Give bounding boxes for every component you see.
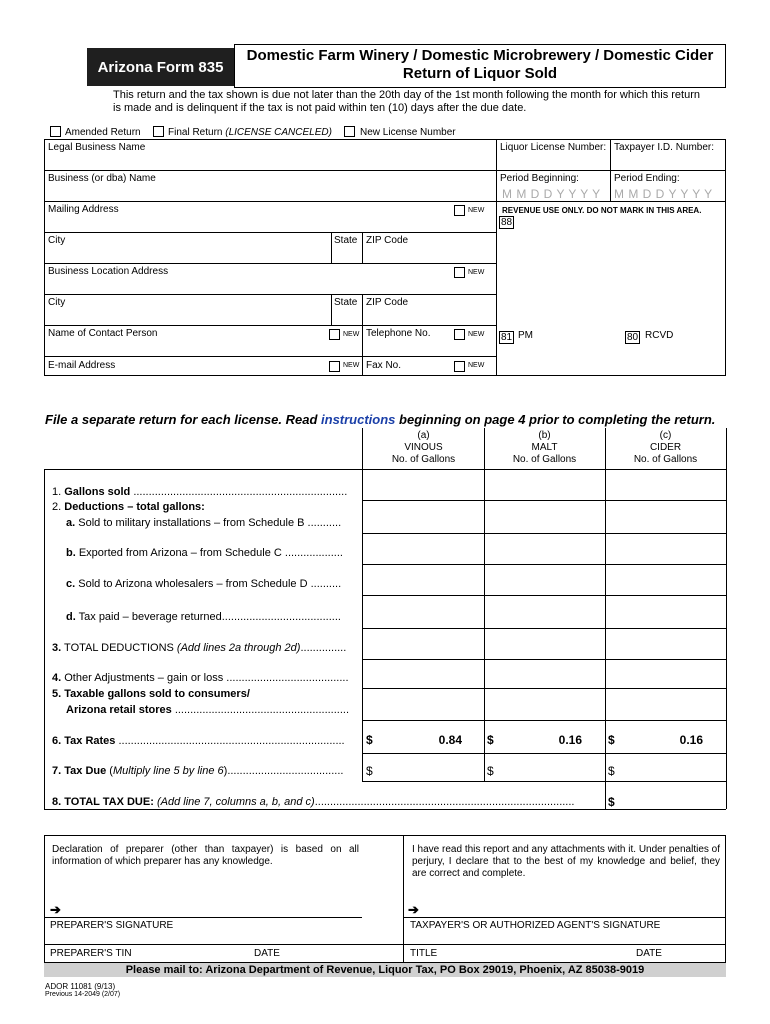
line-7-cider-field[interactable] (606, 754, 726, 781)
rate-malt-currency: $ (487, 733, 494, 747)
rate-vinous-value: 0.84 (438, 733, 462, 747)
line-label: Sold to military installations – from Schedule B ........... (78, 517, 342, 529)
total-tax-due-currency: $ (608, 795, 615, 809)
line-2d (66, 611, 341, 624)
due-notice (113, 89, 733, 115)
leader-dots: ..................................................................................... (314, 796, 575, 808)
line-label: TOTAL DEDUCTIONS (64, 642, 174, 654)
fax-label: Fax No. (366, 360, 402, 371)
contact-new-checkbox[interactable] (329, 329, 340, 340)
email-new-checkbox[interactable] (329, 361, 340, 372)
line-label: Arizona retail stores (66, 704, 172, 716)
period-beginning-mask: M M D D Y Y Y Y (502, 187, 601, 201)
line-7-malt-currency: $ (487, 764, 494, 778)
column-letter: (c) (659, 430, 672, 441)
instructions-link[interactable]: instructions (321, 412, 396, 427)
line-label: Other Adjustments – gain or loss ........................................ (64, 672, 349, 684)
line-2a-vinous-field[interactable] (363, 501, 484, 533)
mailing-address-new-checkbox[interactable] (454, 205, 465, 216)
line-2b-vinous-field[interactable] (363, 534, 484, 564)
legal-business-name-label: Legal Business Name (48, 142, 146, 153)
line-7-malt-field[interactable] (485, 754, 605, 781)
line-number: 1. (52, 486, 62, 498)
line-5-cider-field[interactable] (606, 689, 726, 720)
taxpayer-signature-field[interactable] (420, 900, 720, 916)
line-note-open: ( (106, 765, 113, 777)
final-return-note: (LICENSE CANCELED) (225, 127, 332, 138)
period-ending-label: Period Ending: (614, 173, 680, 184)
taxpayer-id-label: Taxpayer I.D. Number: (614, 142, 715, 153)
preparer-arrow-icon: ➔ (50, 902, 61, 917)
due-notice-line2: is made and is delinquent if the tax is not paid within ten (10) days after the due date. (113, 102, 527, 114)
line-label: Tax Due (64, 765, 107, 777)
code-81-label: 81 (500, 332, 513, 343)
line-2 (52, 501, 205, 514)
line-3-vinous-field[interactable] (363, 629, 484, 659)
column-header-vinous (363, 430, 484, 466)
line-number: d. (66, 611, 76, 623)
line-number: c. (66, 578, 76, 590)
line-number: 4. (52, 672, 62, 684)
preparer-signature-label: PREPARER'S SIGNATURE (50, 920, 174, 931)
instructions-after: beginning on page 4 prior to completing the return. (395, 412, 716, 427)
new-license-label: New License Number (360, 127, 456, 138)
taxpayer-declaration: I have read this report and any attachments with it. Under penalties of perjury, I declare that to the best of my knowledge and belief, they are correct and complete. (412, 844, 720, 879)
city-field[interactable] (45, 233, 331, 263)
line-number: 5. (52, 688, 62, 700)
line-number: 7. (52, 765, 62, 777)
column-letter: (b) (538, 430, 551, 441)
period-ending-mask: M M D D Y Y Y Y (614, 187, 713, 201)
rate-malt-value: 0.16 (558, 733, 582, 747)
email-label: E-mail Address (48, 360, 116, 371)
code-80-label: 80 (626, 332, 639, 343)
contact-new-label: NEW (343, 331, 360, 338)
line-2c-cider-field[interactable] (606, 565, 726, 595)
line-2c-malt-field[interactable] (485, 565, 605, 595)
line-2c (66, 578, 341, 591)
preparer-declaration: Declaration of preparer (other than taxpayer) is based on all information of which preparer has any knowledge. (52, 844, 359, 867)
line-4 (52, 672, 349, 685)
dba-name-label: Business (or dba) Name (48, 173, 156, 184)
zip-label: ZIP Code (366, 235, 409, 246)
line-1 (52, 486, 347, 499)
line-7 (52, 765, 343, 778)
mailing-address-label: Mailing Address (48, 204, 119, 215)
line-1-cider-field[interactable] (606, 470, 726, 500)
line-2a-cider-field[interactable] (606, 501, 726, 533)
final-return-text: Final Return (168, 127, 223, 138)
line-2b-cider-field[interactable] (606, 534, 726, 564)
city2-field[interactable] (45, 295, 331, 325)
leader-dots: .......................................................................... (115, 735, 345, 747)
line-label: Gallons sold (64, 486, 131, 498)
column-letter: (a) (417, 430, 430, 441)
column-name: MALT (531, 442, 558, 453)
line-2d-malt-field[interactable] (485, 596, 605, 628)
rcvd-label: RCVD (645, 330, 674, 341)
final-return-label (168, 127, 332, 139)
telephone-new-checkbox[interactable] (454, 329, 465, 340)
form-id: ADOR 11081 (9/13) (45, 982, 116, 991)
line-number: 2. (52, 501, 62, 513)
liquor-license-label: Liquor License Number: (500, 142, 607, 153)
line-3 (52, 642, 346, 655)
line-number: a. (66, 517, 76, 529)
code-81-box (499, 331, 514, 344)
line-number: 6. (52, 735, 62, 747)
line-7-vinous-currency: $ (366, 764, 373, 778)
final-return-checkbox[interactable] (153, 126, 164, 137)
amended-return-label: Amended Return (65, 127, 141, 138)
telephone-label: Telephone No. (366, 328, 431, 339)
revenue-use-notice: REVENUE USE ONLY. DO NOT MARK IN THIS AREA. (502, 206, 702, 215)
line-note-close: ) (223, 765, 228, 777)
preparer-tin-field[interactable] (45, 930, 245, 944)
line-4-vinous-field[interactable] (363, 660, 484, 688)
state2-label: State (334, 297, 358, 308)
form-title-line2: Return of Liquor Sold (402, 65, 558, 82)
taxpayer-date-field[interactable] (630, 930, 726, 944)
column-unit: No. of Gallons (391, 454, 456, 465)
location-address-label: Business Location Address (48, 266, 169, 277)
line-3-malt-field[interactable] (485, 629, 605, 659)
code-88-box (499, 216, 514, 229)
line-2a-malt-field[interactable] (485, 501, 605, 533)
line-3-cider-field[interactable] (606, 629, 726, 659)
leader-dots: ......................................................... (171, 704, 350, 716)
amended-return-checkbox[interactable] (50, 126, 61, 137)
line-number: 3. (52, 642, 62, 654)
title-field[interactable] (404, 930, 624, 944)
line-7-cider-currency: $ (608, 764, 615, 778)
leader-dots: ............... (300, 642, 347, 654)
line-number: b. (66, 547, 76, 559)
form-title-line1: Domestic Farm Winery / Domestic Microbrewery / Domestic Cider (246, 47, 714, 64)
line-2b (66, 547, 343, 560)
line-label: Tax Rates (64, 735, 116, 747)
preparer-tin-label: PREPARER'S TIN (50, 948, 132, 959)
line-2d-vinous-field[interactable] (363, 596, 484, 628)
pm-label: PM (518, 330, 533, 341)
column-unit: No. of Gallons (633, 454, 698, 465)
preparer-signature-field[interactable] (62, 900, 362, 916)
title-label: TITLE (410, 948, 438, 959)
city-label: City (48, 235, 66, 246)
taxpayer-arrow-icon: ➔ (408, 902, 419, 917)
leader-dots: ...................................................................... (130, 486, 348, 498)
taxpayer-signature-label: TAXPAYER'S OR AUTHORIZED AGENT'S SIGNATURE (410, 920, 661, 931)
new-license-checkbox[interactable] (344, 126, 355, 137)
leader-dots: ...................................... (227, 765, 344, 777)
line-5-cont (66, 704, 349, 717)
telephone-new-label: NEW (468, 331, 485, 338)
line-2b-malt-field[interactable] (485, 534, 605, 564)
fax-new-checkbox[interactable] (454, 361, 465, 372)
previous-form-id: Previous 14-2049 (2/07) (45, 991, 121, 998)
line-5-malt-field[interactable] (485, 689, 605, 720)
mail-to-address: Please mail to: Arizona Department of Revenue, Liquor Tax, PO Box 29019, Phoenix, AZ 85038-9019 (125, 964, 645, 976)
location-address-new-checkbox[interactable] (454, 267, 465, 278)
line-5 (52, 688, 250, 701)
line-2d-cider-field[interactable] (606, 596, 726, 628)
rate-vinous-currency: $ (366, 733, 373, 747)
line-label: Tax paid – beverage returned....................................... (78, 611, 341, 623)
column-header-malt (484, 430, 605, 466)
mailing-address-new-label: NEW (468, 207, 485, 214)
line-label: TOTAL TAX DUE: (64, 796, 154, 808)
column-name: VINOUS (404, 442, 443, 453)
line-7-vinous-field[interactable] (363, 754, 484, 781)
form-title (234, 47, 726, 83)
line-4-malt-field[interactable] (485, 660, 605, 688)
preparer-date-label: DATE (254, 948, 280, 959)
line-label: Deductions – total gallons: (64, 501, 205, 513)
line-note: (Add line 7, columns a, b, and c) (156, 796, 315, 808)
line-note: Multiply line 5 by line 6 (112, 765, 224, 777)
column-unit: No. of Gallons (512, 454, 577, 465)
rate-cider-value: 0.16 (679, 733, 703, 747)
taxpayer-date-label: DATE (636, 948, 662, 959)
line-label: Taxable gallons sold to consumers/ (64, 688, 250, 700)
location-address-new-label: NEW (468, 269, 485, 276)
fax-new-label: NEW (468, 362, 485, 369)
preparer-date-field[interactable] (250, 930, 362, 944)
line-number: 8. (52, 796, 62, 808)
line-2c-vinous-field[interactable] (363, 565, 484, 595)
total-tax-due-field[interactable] (606, 782, 726, 809)
column-name: CIDER (649, 442, 682, 453)
period-beginning-label: Period Beginning: (500, 173, 579, 184)
form-badge-label: Arizona Form 835 (97, 58, 224, 76)
line-1-malt-field[interactable] (485, 470, 605, 500)
form-badge (87, 48, 234, 86)
email-new-label: NEW (343, 362, 360, 369)
state-label: State (334, 235, 358, 246)
code-80-box (625, 331, 640, 344)
instructions-before: File a separate return for each license. Read (45, 412, 322, 427)
line-1-vinous-field[interactable] (363, 470, 484, 500)
line-note: (Add lines 2a through 2d) (176, 642, 301, 654)
instructions-line (45, 412, 715, 427)
line-2a (66, 517, 341, 530)
line-4-cider-field[interactable] (606, 660, 726, 688)
column-header-cider (605, 430, 726, 466)
contact-name-label: Name of Contact Person (48, 328, 158, 339)
line-6 (52, 735, 345, 748)
code-88-label: 88 (500, 217, 513, 228)
rate-cider-currency: $ (608, 733, 615, 747)
zip2-label: ZIP Code (366, 297, 409, 308)
line-label: Sold to Arizona wholesalers – from Schedule D .......... (78, 578, 342, 590)
line-8 (52, 796, 577, 809)
due-notice-line1: This return and the tax shown is due not later than the 20th day of the 1st month following the month for which this return (113, 89, 701, 101)
line-label: Exported from Arizona – from Schedule C ................... (78, 547, 343, 559)
city2-label: City (48, 297, 66, 308)
line-5-vinous-field[interactable] (363, 689, 484, 720)
